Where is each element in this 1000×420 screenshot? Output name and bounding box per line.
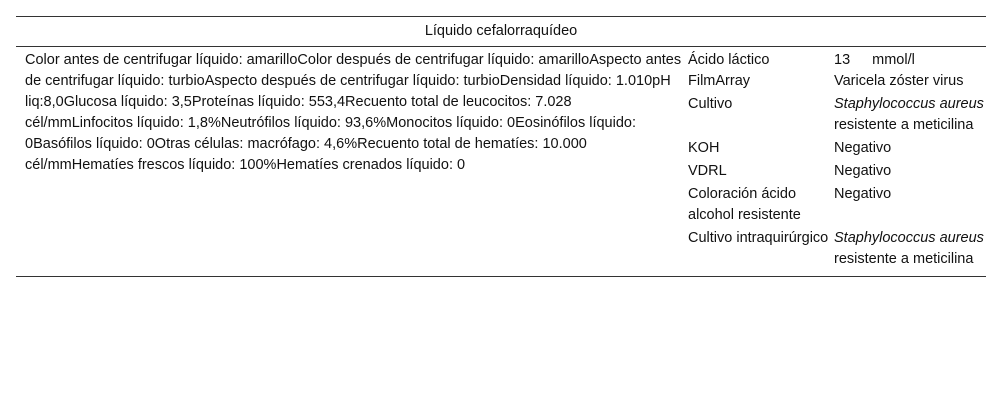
finding-segment: Neutrófilos líquido: 93,6%	[220, 115, 387, 131]
row-label: FilmArray	[688, 73, 751, 89]
organism-note: resistente a meticilina	[834, 117, 974, 133]
row-value: Varicela zóster virus	[834, 73, 964, 89]
finding-segment: Aspecto antes de centrifugar líquido: turbio	[25, 52, 682, 89]
finding-segment: Aspecto después de centrifugar líquido: turbio	[204, 73, 500, 89]
table-row	[16, 47, 986, 72]
row-label: KOH	[688, 140, 720, 156]
finding-segment: Eosinófilos líquido: 0	[25, 115, 636, 152]
row-value: Negativo	[834, 163, 892, 179]
row-value	[834, 92, 986, 136]
row-label: VDRL	[688, 163, 727, 179]
table-header-row	[16, 17, 986, 47]
row-value: Negativo	[834, 140, 892, 156]
finding-segment: Linfocitos líquido: 1,8%	[71, 115, 221, 131]
organism-note: resistente a meticilina	[834, 251, 974, 267]
organism-name: Staphylococcus aureus	[834, 230, 984, 246]
finding-segment: Color antes de centrifugar líquido: amarillo	[25, 52, 298, 68]
finding-segment: Otras células: macrófago: 4,6%	[154, 136, 358, 152]
value-number: 13	[834, 52, 851, 68]
table-bottom-rule	[16, 270, 986, 277]
finding-segment: Basófilos líquido: 0	[33, 136, 155, 152]
row-value	[834, 47, 986, 72]
finding-segment: Densidad líquido: 1.010	[499, 73, 653, 89]
csf-results-table	[16, 16, 986, 277]
row-value: Negativo	[834, 186, 892, 202]
finding-segment: Monocitos líquido: 0	[386, 115, 516, 131]
finding-segment: Hematíes crenados líquido: 0	[276, 157, 466, 173]
row-value	[834, 226, 986, 270]
table-caption: Líquido cefalorraquídeo	[16, 17, 986, 47]
combined-findings-cell	[16, 47, 688, 271]
finding-segment: cél/mm	[25, 115, 72, 131]
organism-name: Staphylococcus aureus	[834, 96, 984, 112]
finding-segment: Proteínas líquido: 553,4	[191, 94, 346, 110]
finding-segment: pH liq:8,0	[25, 73, 671, 110]
value-unit: mmol/l	[872, 52, 915, 68]
finding-segment: Hematíes frescos líquido: 100%	[71, 157, 277, 173]
finding-segment: Recuento total de leucocitos: 7.028	[345, 94, 572, 110]
row-label: Cultivo	[688, 96, 733, 112]
row-label: Cultivo intraquirúrgico	[688, 230, 829, 246]
row-label: Coloración ácido alcohol resistente	[688, 186, 801, 223]
bottom-border	[16, 270, 986, 277]
row-label: Ácido láctico	[688, 52, 770, 68]
finding-segment: Glucosa líquido: 3,5	[63, 94, 192, 110]
finding-segment: Recuento total de hematíes: 10.000	[357, 136, 587, 152]
finding-segment: Color después de centrifugar líquido: amarillo	[297, 52, 590, 68]
finding-segment: cél/mm	[25, 157, 72, 173]
